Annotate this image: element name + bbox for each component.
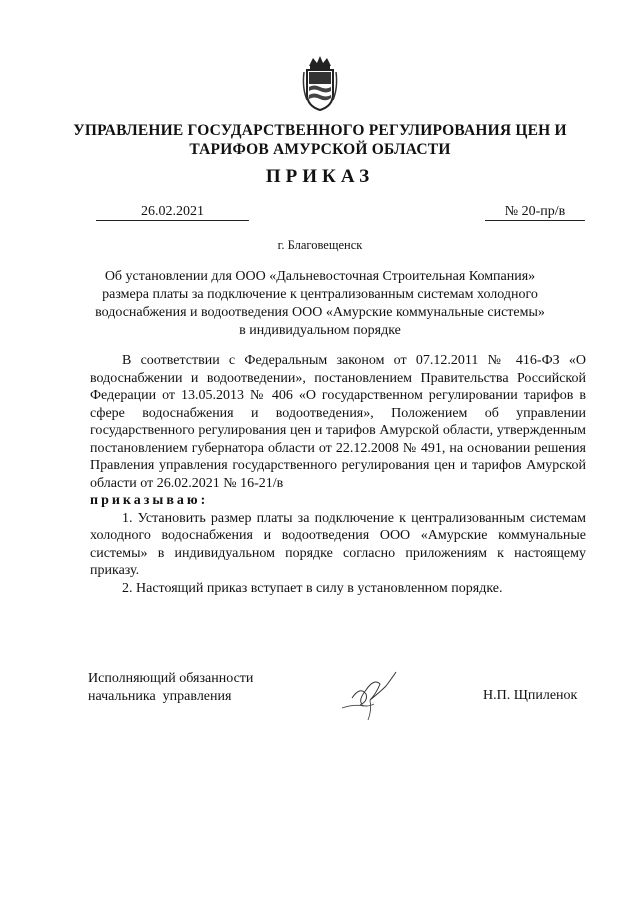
coat-of-arms-icon xyxy=(301,54,339,112)
authority-line-2: ТАРИФОВ АМУРСКОЙ ОБЛАСТИ xyxy=(189,141,451,158)
order-item-2: 2. Настоящий приказ вступает в силу в установленном порядке. xyxy=(122,580,503,596)
document-body xyxy=(90,352,586,597)
preamble-paragraph: В соответствии с Федеральным законом от 07.12.2011 № 416-ФЗ «О водоснабжении и водоотведении», постановлением Правительства Российской Федерации от 13.05.2013 № 406 «О государственном регулировании тарифов в сфере водоснабжения и водоотведения», Положением об управлении государственного регулирования цен и тарифов Амурской области, утвержденным постановлением губернатора области от 22.12.2008 № 491, на основании решения Правления управления государственного регулирования цен и тарифов Амурской области от 26.02.2021 № 16-21/в xyxy=(90,353,586,491)
handwritten-signature xyxy=(330,664,410,724)
subject-line-2: размера платы за подключение к централизованным системам холодного xyxy=(102,287,538,302)
order-item-1: 1. Установить размер платы за подключение к централизованным системам холодного водоснабжения и водоотведения ООО «Амурские коммунальные системы» в индивидуальном порядке согласно приложениям к настоящему приказу. xyxy=(90,510,586,578)
document-title: ПРИКАЗ xyxy=(265,166,375,187)
signatory-role-line-1: Исполняющий обязанности xyxy=(88,671,254,686)
document-number: № 20-пр/в xyxy=(485,204,585,221)
subject-line-4: в индивидуальном порядке xyxy=(239,323,401,338)
document-subject xyxy=(80,268,560,340)
subject-line-1: Об установлении для ООО «Дальневосточная Строительная Компания» xyxy=(104,269,536,284)
city: г. Благовещенск xyxy=(277,238,363,252)
signatory-role-line-2: начальника управления xyxy=(88,689,232,704)
subject-line-3: водоснабжения и водоотведения ООО «Амурские коммунальные системы» xyxy=(95,305,545,320)
orders-heading: приказываю: xyxy=(90,493,209,508)
signatory-name: Н.П. Щпиленок xyxy=(483,688,578,703)
document-date: 26.02.2021 xyxy=(96,204,249,221)
issuing-authority xyxy=(60,121,580,159)
signatory-role xyxy=(88,670,253,706)
authority-line-1: УПРАВЛЕНИЕ ГОСУДАРСТВЕННОГО РЕГУЛИРОВАНИЯ ЦЕН И xyxy=(73,122,567,139)
